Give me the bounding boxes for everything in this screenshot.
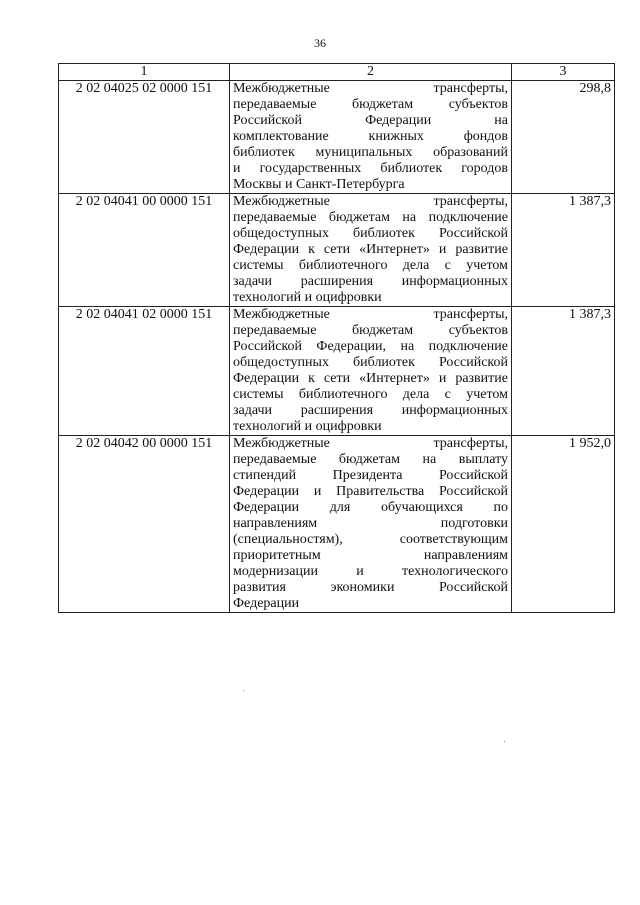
description-line: Межбюджетные трансферты,	[233, 81, 508, 96]
description-line: системы библиотечного дела с учетом	[233, 258, 508, 273]
description-line: Российской Федерации, на подключение	[233, 339, 508, 354]
description-line: Федерации к сети «Интернет» и развитие	[233, 371, 508, 386]
budget-table	[58, 63, 615, 613]
table-row	[59, 307, 615, 436]
amount-cell: 298,8	[512, 81, 615, 194]
page-number: 36	[314, 36, 326, 50]
budget-code-cell: 2 02 04041 00 0000 151	[59, 194, 230, 307]
column-header-description: 2	[230, 64, 512, 81]
description-line: общедоступных библиотек Российской	[233, 226, 508, 241]
description-line: библиотек муниципальных образований	[233, 145, 508, 160]
budget-code-cell: 2 02 04041 02 0000 151	[59, 307, 230, 436]
scan-speck	[243, 690, 244, 691]
amount-cell: 1 952,0	[512, 436, 615, 613]
description-line: и государственных библиотек городов	[233, 161, 508, 176]
description-cell	[230, 81, 512, 194]
description-line: Межбюджетные трансферты,	[233, 436, 508, 451]
description-line: задачи расширения информационных	[233, 403, 508, 418]
description-line: передаваемые бюджетам субъектов	[233, 323, 508, 338]
table-row	[59, 436, 615, 613]
description-line: задачи расширения информационных	[233, 274, 508, 289]
description-line: Федерации для обучающихся по	[233, 500, 508, 515]
amount-cell: 1 387,3	[512, 307, 615, 436]
description-line: технологий и оцифровки	[233, 290, 382, 305]
description-line: передаваемые бюджетам на подключение	[233, 210, 508, 225]
scan-speck	[504, 741, 505, 742]
description-line: развития экономики Российской	[233, 580, 508, 595]
description-line: системы библиотечного дела с учетом	[233, 387, 508, 402]
description-line: общедоступных библиотек Российской	[233, 355, 508, 370]
description-line: Федерации к сети «Интернет» и развитие	[233, 242, 508, 257]
description-line: (специальностям), соответствующим	[233, 532, 508, 547]
column-header-amount: 3	[512, 64, 615, 81]
description-line: Федерации	[233, 596, 300, 611]
description-line: передаваемые бюджетам на выплату	[233, 452, 508, 467]
description-line: приоритетным направлениям	[233, 548, 508, 563]
description-line: Москвы и Санкт-Петербурга	[233, 177, 405, 192]
description-line: стипендий Президента Российской	[233, 468, 508, 483]
description-cell	[230, 436, 512, 613]
description-line: комплектование книжных фондов	[233, 129, 508, 144]
budget-code-cell: 2 02 04025 02 0000 151	[59, 81, 230, 194]
description-line: Российской Федерации на	[233, 113, 508, 128]
description-line: Межбюджетные трансферты,	[233, 194, 508, 209]
description-line: модернизации и технологического	[233, 564, 508, 579]
description-line: направлениям подготовки	[233, 516, 508, 531]
table-row	[59, 81, 615, 194]
description-line: Межбюджетные трансферты,	[233, 307, 508, 322]
budget-code-cell: 2 02 04042 00 0000 151	[59, 436, 230, 613]
description-cell	[230, 307, 512, 436]
amount-cell: 1 387,3	[512, 194, 615, 307]
description-line: передаваемые бюджетам субъектов	[233, 97, 508, 112]
table-row	[59, 194, 615, 307]
table-body	[59, 81, 615, 613]
description-line: технологий и оцифровки	[233, 419, 382, 434]
column-header-code: 1	[59, 64, 230, 81]
description-line: Федерации и Правительства Российской	[233, 484, 508, 499]
description-cell	[230, 194, 512, 307]
table-header-row	[59, 64, 615, 81]
